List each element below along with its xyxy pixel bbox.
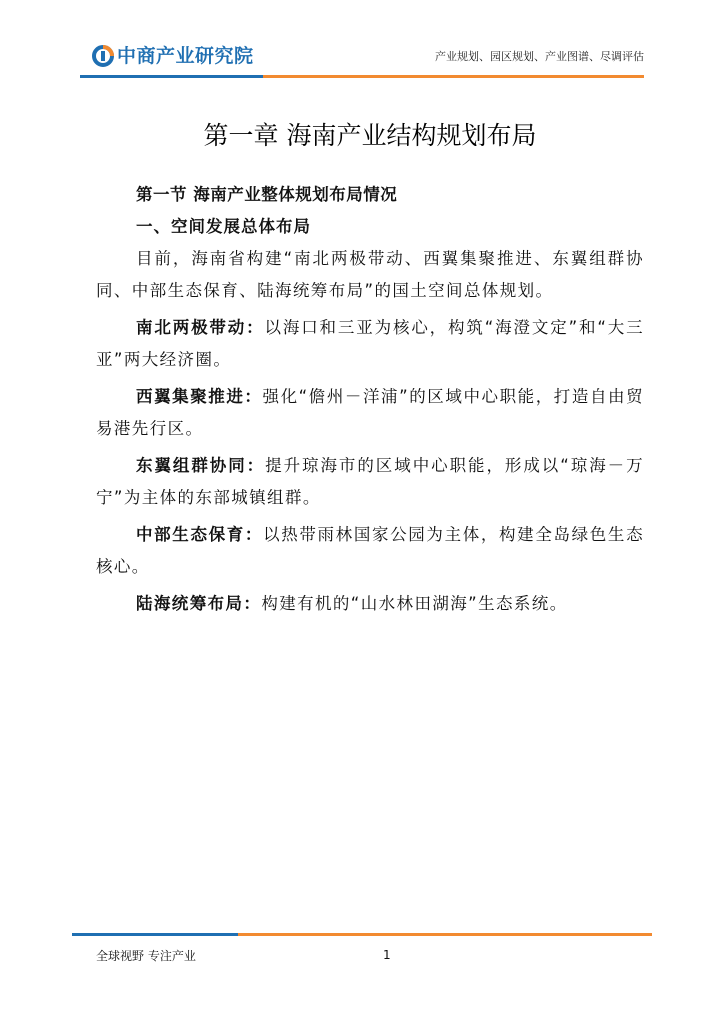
item-text: 强化“儋州－洋浦”的区域中心职能，打造自由贸易港先行区。 [96,387,644,438]
item-text: 构建有机的“山水林田湖海”生态系统。 [261,594,568,613]
subsection-title: 一、空间发展总体布局 [136,217,311,236]
footer-slogan: 全球视野 专注产业 [96,949,196,963]
header-divider-orange [263,75,644,78]
header-tagline: 产业规划、园区规划、产业图谱、尽调评估 [435,50,644,63]
company-logo [92,44,254,68]
item-label: 东翼组群协同： [136,456,266,475]
paragraph-item [96,450,644,514]
logo-text: 中商产业研究院 [117,45,254,67]
footer-divider-orange [238,933,652,936]
item-label: 中部生态保育： [136,525,264,544]
paragraph-item [96,519,644,583]
item-label: 西翼集聚推进： [136,387,263,406]
item-label: 陆海统筹布局： [136,594,262,613]
item-text: 提升琼海市的区域中心职能，形成以“琼海－万宁”为主体的东部城镇组群。 [96,456,644,507]
paragraph-item [96,312,644,376]
chapter-title: 第一章 海南产业结构规划布局 [203,121,537,150]
page-header [0,0,724,85]
item-text: 以热带雨林国家公园为主体，构建全岛绿色生态核心。 [96,525,644,576]
page-number: 1 [383,948,391,962]
item-label: 南北两极带动： [136,318,265,337]
logo-mark-icon [92,45,114,67]
header-divider-blue [80,75,263,78]
footer-divider-blue [72,933,238,936]
section-title: 第一节 海南产业整体规划布局情况 [136,185,398,204]
intro-paragraph: 目前，海南省构建“南北两极带动、西翼集聚推进、东翼组群协同、中部生态保育、陆海统筹布局”的国土空间总体规划。 [96,249,644,300]
document-body [96,120,644,620]
paragraph-item [96,588,644,620]
paragraph-item [96,381,644,445]
item-text: 以海口和三亚为核心，构筑“海澄文定”和“大三亚”两大经济圈。 [96,318,644,369]
